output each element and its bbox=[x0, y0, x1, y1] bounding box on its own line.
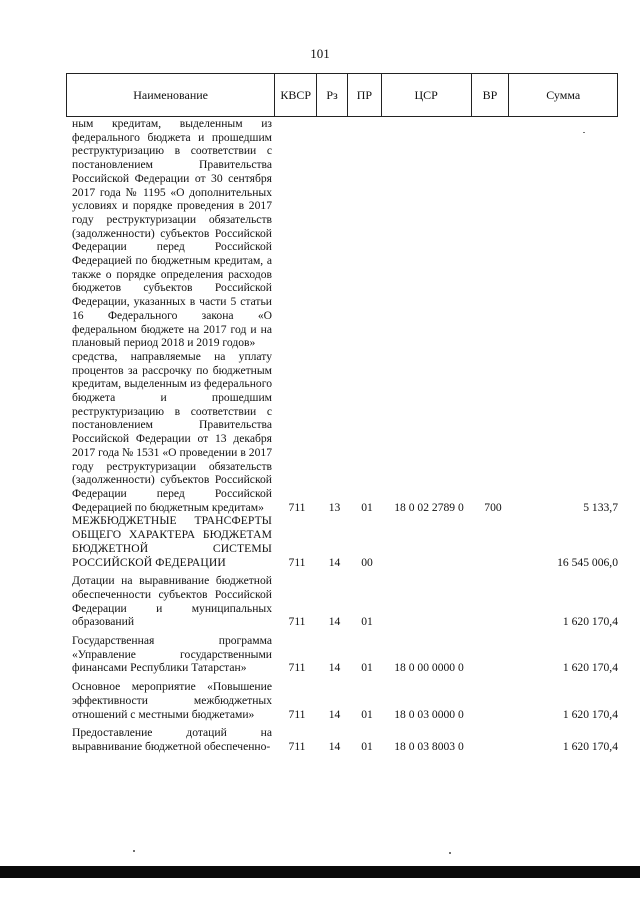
header-sum: Сумма bbox=[546, 87, 581, 102]
header-name: Наименование bbox=[67, 74, 275, 116]
table-row bbox=[66, 117, 618, 350]
row-rz: 14 bbox=[328, 739, 341, 753]
row-vr: 700 bbox=[484, 500, 502, 514]
scan-edge-bar bbox=[0, 866, 640, 878]
row-sum: 1 620 170,4 bbox=[562, 707, 618, 721]
row-csr: 18 0 03 0000 0 bbox=[394, 707, 464, 721]
row-name: Предоставление дотаций на выравнивание бюджетной обеспеченно- bbox=[72, 726, 272, 753]
row-name: МЕЖБЮДЖЕТНЫЕ ТРАНСФЕРТЫ ОБЩЕГО ХАРАКТЕРА БЮДЖЕТАМ БЮДЖЕТНОЙ СИСТЕМЫ РОССИЙСКОЙ ФЕДЕРАЦИИ bbox=[72, 514, 272, 569]
row-rz: 14 bbox=[328, 661, 341, 675]
header-kvsr: КВСР bbox=[275, 74, 317, 116]
row-pr: 01 bbox=[361, 615, 373, 629]
header-pr: ПР bbox=[348, 74, 382, 116]
row-kvsr: 711 bbox=[288, 739, 306, 753]
row-sum: 1 620 170,4 bbox=[562, 615, 618, 629]
row-kvsr: 711 bbox=[288, 661, 306, 675]
row-kvsr: 711 bbox=[288, 555, 306, 569]
row-pr: 01 bbox=[361, 661, 373, 675]
row-kvsr: 711 bbox=[288, 500, 306, 514]
row-rz: 14 bbox=[328, 615, 341, 629]
row-name: Государственная программа «Управление государственными финансами Республики Татарстан» bbox=[72, 634, 272, 675]
table-row bbox=[66, 726, 618, 753]
header-csr: ЦСР bbox=[382, 74, 472, 116]
row-sum: 1 620 170,4 bbox=[562, 661, 618, 675]
row-csr: 18 0 00 0000 0 bbox=[394, 661, 464, 675]
row-rz: 14 bbox=[328, 707, 341, 721]
row-pr: 01 bbox=[361, 739, 373, 753]
row-sum: 16 545 006,0 bbox=[557, 555, 618, 569]
table-row bbox=[66, 634, 618, 675]
table-row bbox=[66, 574, 618, 629]
table-header bbox=[66, 73, 618, 117]
row-rz: 13 bbox=[328, 500, 341, 514]
row-name: Дотации на выравнивание бюджетной обеспеченности субъектов Российской Федерации и муниципальных образований bbox=[72, 574, 272, 629]
row-sum: 5 133,7 bbox=[583, 500, 618, 514]
row-kvsr: 711 bbox=[288, 615, 306, 629]
row-rz: 14 bbox=[328, 555, 341, 569]
row-pr: 00 bbox=[361, 555, 373, 569]
row-name: ным кредитам, выделенным из федерального бюджета и прошедшим реструктуризацию в соответствии с постановлением Правительства Российской Федерации от 30 сентября 2017 года № 1195 «О дополнительных условиях и порядке проведения в 2017 году реструктуризации обязательств (задолженности) субъектов Российской Федерации перед Российской Федерацией по бюджетным кредитам, а также о порядке определения расходов бюджетов субъектов Российской Федерации, указанных в части 5 статьи 16 Федерального закона «О федеральном бюджете на 2017 год и на плановый период 2018 и 2019 годов» bbox=[72, 117, 272, 350]
table-body bbox=[66, 117, 618, 754]
table-row bbox=[66, 350, 618, 514]
row-csr: 18 0 02 2789 0 bbox=[394, 500, 464, 514]
row-kvsr: 711 bbox=[288, 707, 306, 721]
row-csr: 18 0 03 8003 0 bbox=[394, 739, 464, 753]
page-number: 101 bbox=[310, 46, 330, 61]
table-row bbox=[66, 680, 618, 721]
scan-speck bbox=[449, 852, 451, 854]
row-sum: 1 620 170,4 bbox=[562, 739, 618, 753]
scan-speck bbox=[583, 132, 585, 133]
row-name: Основное мероприятие «Повышение эффективности межбюджетных отношений с местными бюджетами» bbox=[72, 680, 272, 721]
scan-speck bbox=[133, 850, 135, 852]
header-rz: Рз bbox=[317, 74, 348, 116]
row-pr: 01 bbox=[361, 707, 373, 721]
table-row bbox=[66, 514, 618, 569]
row-name: средства, направляемые на уплату процентов за рассрочку по бюджетным кредитам, выделенным из федерального бюджета и прошедшим реструктуризацию в соответствии с постановлением Правительства Российской Федерации от 13 декабря 2017 года № 1531 «О проведении в 2017 году реструктуризации обязательств (задолженности) субъектов Российской Федерации перед Российской Федерацией по бюджетным кредитам» bbox=[72, 349, 272, 514]
row-pr: 01 bbox=[361, 500, 373, 514]
header-vr: ВР bbox=[472, 74, 510, 116]
